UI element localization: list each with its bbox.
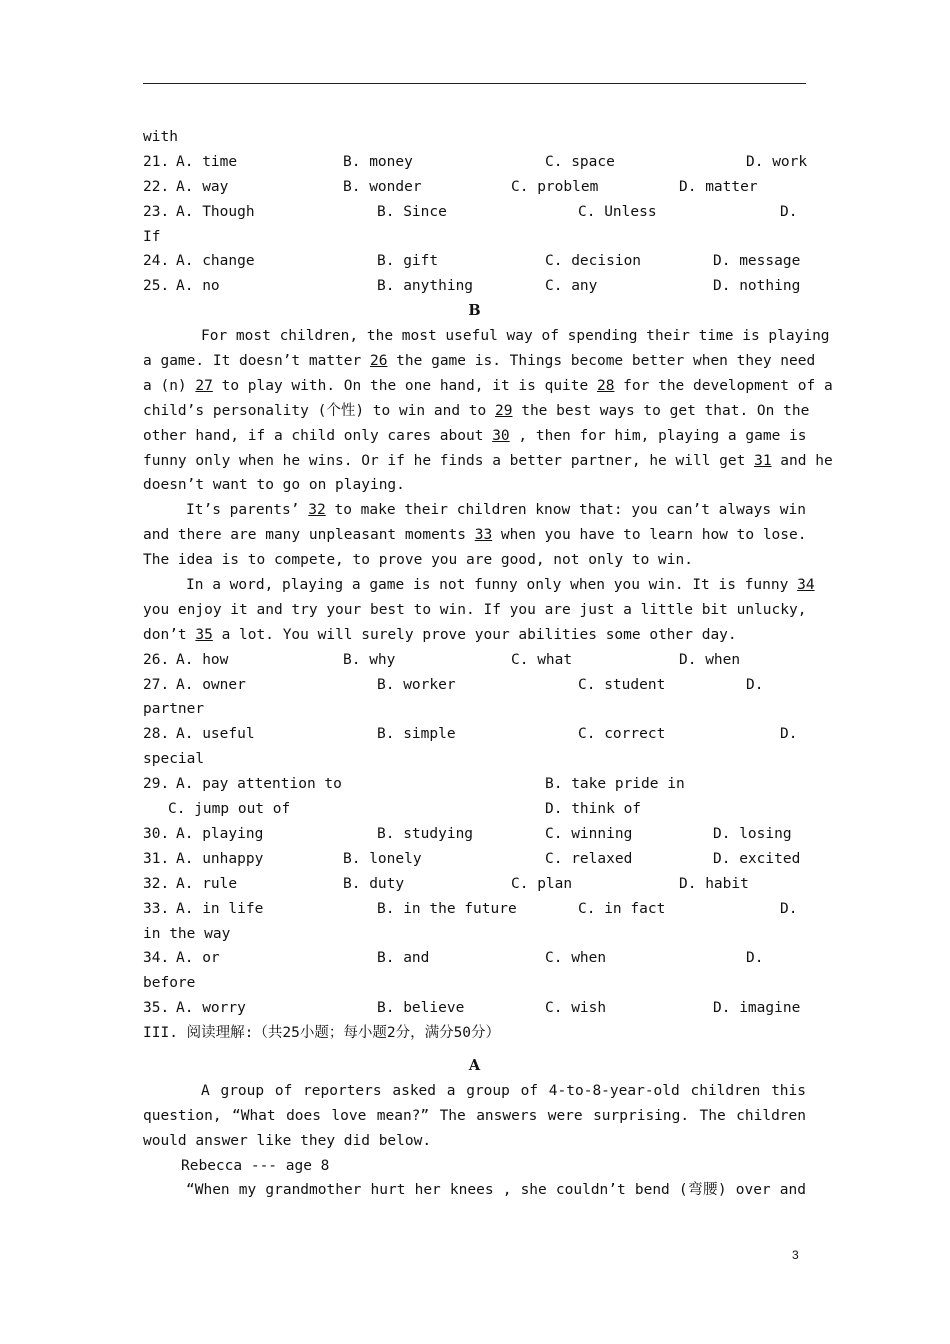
blank-30: 30 — [492, 427, 510, 444]
question-29-options-cont: C. jump out of D. think of — [168, 801, 642, 818]
question-23-options: 23. A. Though B. Since C. Unless D. — [143, 203, 798, 220]
blank-32: 32 — [308, 502, 326, 519]
question-24-options: 24. A. change B. gift C. decision D. message — [143, 253, 801, 270]
passage-line: would answer like they did below. — [143, 1132, 432, 1149]
passage-line: a game. It doesn’t matter 26 the game is. Things become better when they need — [143, 353, 816, 370]
question-35-options: 35. A. worry B. believe C. wish D. imagine — [143, 1000, 801, 1017]
blank-31: 31 — [754, 452, 772, 469]
question-34-options: 34. A. or B. and C. when D. — [143, 950, 764, 967]
section-heading-iii: III. 阅读理解:（共25小题；每小题2分，满分50分） — [143, 1025, 501, 1042]
blank-34: 34 — [797, 577, 815, 594]
text-line: before — [143, 975, 196, 992]
text-line: If — [143, 228, 161, 245]
header-rule — [143, 83, 806, 84]
text-line: in the way — [143, 925, 231, 942]
blank-27: 27 — [195, 377, 213, 394]
question-31-options: 31. A. unhappy B. lonely C. relaxed D. excited — [143, 850, 801, 867]
passage-line: other hand, if a child only cares about 30 , then for him, playing a game is — [143, 427, 807, 444]
passage-line: and there are many unpleasant moments 33 when you have to learn how to lose. — [143, 527, 807, 544]
blank-28: 28 — [596, 377, 615, 394]
section-title-a: A — [468, 1056, 481, 1074]
question-26-options: 26. A. how B. why C. what D. when — [143, 651, 741, 668]
page-number: 3 — [792, 1248, 799, 1262]
text-line: with — [143, 129, 178, 145]
question-25-options: 25. A. no B. anything C. any D. nothing — [143, 278, 801, 295]
question-21-options: 21. A. time B. money C. space D. work — [143, 153, 808, 170]
section-title-b: B — [468, 302, 481, 320]
passage-line: child’s personality (个性) to win and to 29 the best ways to get that. On the — [143, 402, 810, 419]
question-27-options: 27. A. owner B. worker C. student D. — [143, 676, 764, 693]
text-line: special — [143, 751, 205, 768]
passage-line: funny only when he wins. Or if he finds a better partner, he will get 31 and he — [143, 452, 833, 469]
passage-line: It’s parents’ 32 to make their children know that: you can’t always win — [186, 502, 806, 519]
passage-line: In a word, playing a game is not funny only when you win. It is funny 34 — [186, 577, 815, 594]
passage-line: Rebecca --- age 8 — [181, 1157, 330, 1174]
text-line: partner — [143, 701, 205, 718]
passage-line: The idea is to compete, to prove you are good, not only to win. — [143, 552, 693, 569]
passage-line: don’t 35 a lot. You will surely prove your abilities some other day. — [143, 626, 737, 643]
blank-26: 26 — [369, 353, 388, 370]
blank-35: 35 — [195, 626, 213, 643]
passage-line: a (n) 27 to play with. On the one hand, it is quite 28 for the development of a — [143, 377, 833, 394]
blank-33: 33 — [474, 527, 493, 544]
passage-line: doesn’t want to go on playing. — [143, 477, 405, 494]
passage-line: “When my grandmother hurt her knees , she couldn’t bend (弯腰) over and — [186, 1182, 806, 1199]
question-22-options: 22. A. way B. wonder C. problem D. matter — [143, 178, 758, 195]
passage-line: you enjoy it and try your best to win. If you are just a little bit unlucky, — [143, 601, 807, 618]
question-29-options: 29. A. pay attention to B. take pride in — [143, 776, 685, 793]
blank-29: 29 — [495, 402, 513, 419]
question-32-options: 32. A. rule B. duty C. plan D. habit — [143, 875, 749, 892]
passage-line: A group of reporters asked a group of 4-to-8-year-old children this — [201, 1082, 806, 1099]
question-30-options: 30. A. playing B. studying C. winning D. losing — [143, 825, 792, 842]
question-33-options: 33. A. in life B. in the future C. in fact D. — [143, 900, 798, 917]
passage-line: For most children, the most useful way of spending their time is playing — [201, 328, 830, 345]
document-body — [143, 125, 833, 1203]
question-28-options: 28. A. useful B. simple C. correct D. — [143, 726, 798, 743]
passage-line: question, “What does love mean?” The answers were surprising. The children — [143, 1107, 806, 1124]
